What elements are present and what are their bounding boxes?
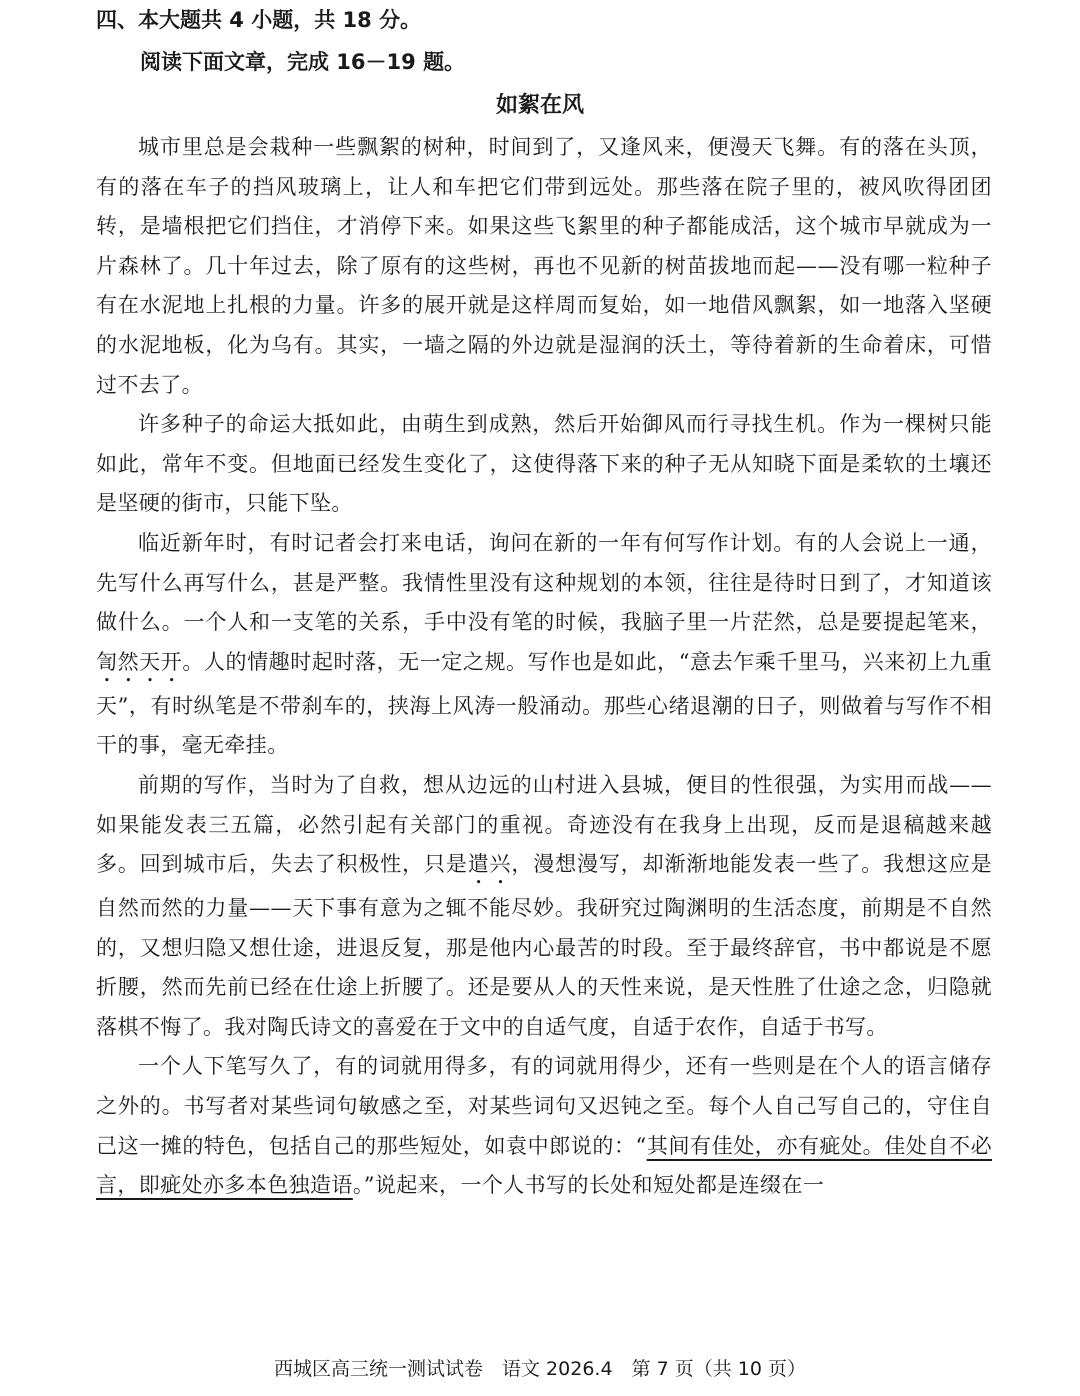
paragraph-3-text-a: 临近新年时，有时记者会打来电话，询问在新的一年有何写作计划。有的人会说上一通，先写什么再写什么，甚是严整。我情性里没有这种规划的本领，往往是待时日到了，才知道该做什么。一个人和一支笔的关系，手中没有笔的时候，我脑子里一片茫然，总是要提起笔来， xyxy=(96,530,992,635)
paragraph-5-text-b: 。”说起来，一个人书写的长处和短处都是连缀在一 xyxy=(352,1173,825,1198)
emphasized-word-qianxing: 遣兴 xyxy=(467,852,512,877)
paragraph-5-text-a: 一个人下笔写久了，有的词就用得多，有的词就用得少，还有一些则是在个人的语言储存之外的。书写者对某些词句敏感之至，对某些词句又迟钝之至。每个人自己写自己的，守住自己这一摊的特色，包括自己的那些短处，如袁中郎说的：“ xyxy=(96,1054,992,1158)
section-heading: 四、本大题共 4 小题，共 18 分。 xyxy=(96,8,422,32)
paragraph-4-text-a: 前期的写作，当时为了自救，想从边远的山村进入县城，便目的性很强，为实用而战——如果能发表三五篇，必然引起有关部门的重视。奇迹没有在我身上出现，反而是退稿越来越多。回到城市后，失去了积极性，只是 xyxy=(96,772,992,877)
paragraph-1: 城市里总是会栽种一些飘絮的树种，时间到了，又逢风来，便漫天飞舞。有的落在头顶，有的落在车子的挡风玻璃上，让人和车把它们带到远处。那些落在院子里的，被风吹得团团转，是墙根把它们挡住，才消停下来。如果这些飞絮里的种子都能成活，这个城市早就成为一片森林了。几十年过去，除了原有的这些树，再也不见新的树苗拔地而起——没有哪一粒种子有在水泥地上扎根的力量。许多的展开就是这样周而复始，如一地借风飘絮，如一地落入坚硬的水泥地板，化为乌有。其实，一墙之隔的外边就是湿润的沃土，等待着新的生命着床，可惜过不去了。 xyxy=(96,135,992,397)
paragraph-5 xyxy=(96,1047,992,1205)
paragraph-4 xyxy=(96,766,992,1048)
paragraph-3 xyxy=(96,524,992,766)
underlined-quotation: 其间有佳处，亦有疵处。佳处自不必言，即疵处亦多本色独造语 xyxy=(96,1133,992,1198)
emphasized-phrase-hongran-tiankai: 訇然天开 xyxy=(96,649,183,674)
reading-instruction: 阅读下面文章，完成 16－19 题。 xyxy=(140,50,466,74)
page-footer: 西城区高三统一测试试卷 语文 2026.4 第 7 页（共 10 页） xyxy=(274,1358,806,1380)
article-body xyxy=(96,128,992,1206)
article-title: 如絮在风 xyxy=(495,93,584,118)
paragraph-3-text-b: 。人的情趣时起时落，无一定之规。写作也是如此，“意去乍乘千里马，兴来初上九重天”，有时纵笔是不带刹车的，挟海上风涛一般涌动。那些心绪退潮的日子，则做着与写作不相干的事，毫无牵挂。 xyxy=(96,649,992,758)
paragraph-2: 许多种子的命运大抵如此，由萌生到成熟，然后开始御风而行寻找生机。作为一棵树只能如此，常年不变。但地面已经发生变化了，这使得落下来的种子无从知晓下面是柔软的土壤还是坚硬的街市，只能下坠。 xyxy=(96,412,992,516)
paragraph-4-text-b: ，漫想漫写，却渐渐地能发表一些了。我想这应是自然而然的力量——天下事有意为之辄不能尽妙。我研究过陶渊明的生活态度，前期是不自然的，又想归隐又想仕途，进退反复，那是他内心最苦的时段。至于最终辞官，书中都说是不愿折腰，然而先前已经在仕途上折腰了。还是要从人的天性来说，是天性胜了仕途之念，归隐就落棋不悔了。我对陶氏诗文的喜爱在于文中的自适气度，自适于农作，自适于书写。 xyxy=(96,852,992,1039)
